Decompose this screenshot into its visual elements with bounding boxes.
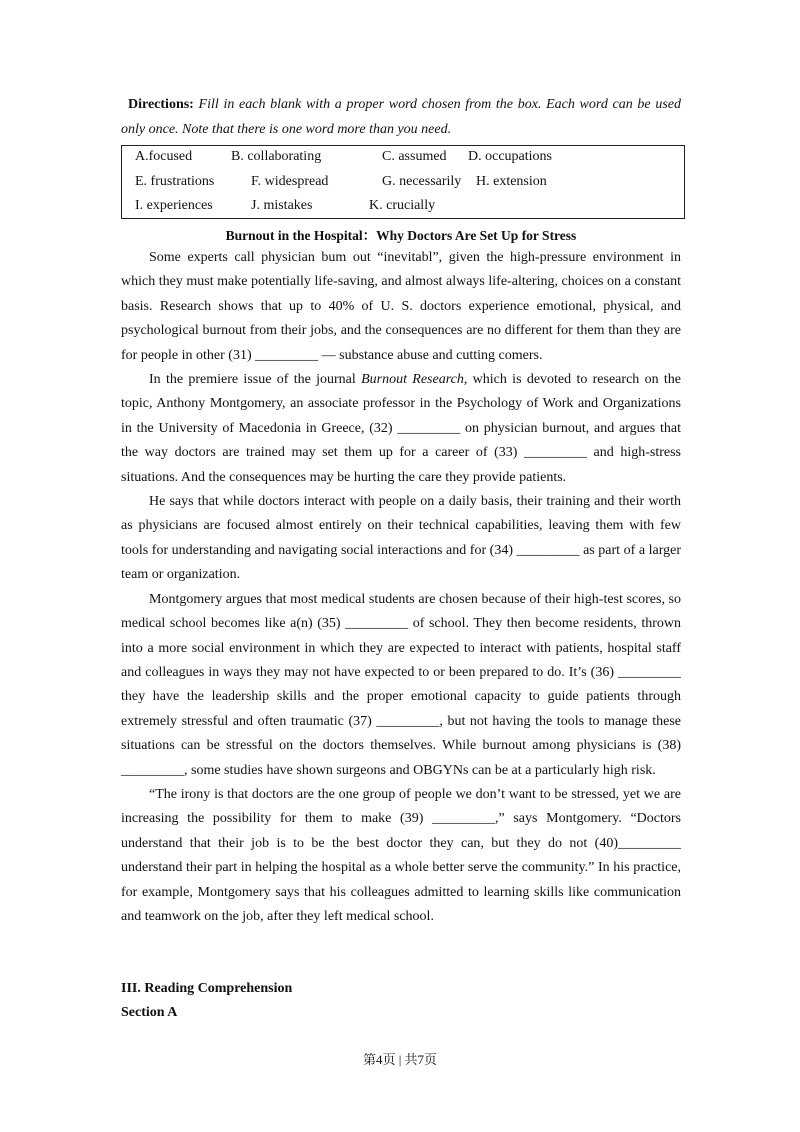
page-footer: 第4页 | 共7页 [362,1052,438,1067]
paragraph-3: He says that while doctors interact with people on a daily basis, their training and their worth as physicians are focused almost entirely on their technical capabilities, leaving them with few tools for understanding and navigating social interactions and for (34) _________ as part of a larger team or organization. [121,494,681,583]
word-option-c: C. assumed [382,149,447,164]
word-option-k: K. crucially [369,198,436,213]
word-option-d: D. occupations [468,149,552,164]
word-option-e: E. frustrations [135,174,215,189]
word-option-b: B. collaborating [231,149,322,164]
directions-label: Directions: [128,97,194,112]
word-option-i: I. experiences [135,198,213,213]
passage-title: Burnout in the Hospital：Why Doctors Are Set Up for Stress [225,228,577,243]
paragraph-5: “The irony is that doctors are the one group of people we don’t want to be stressed, yet we are increasing the possibility for them to make (39) _________,” says Montgomery. “Doctors understand that their job is to be the best doctor they can, but they do not (40)_________ understand their part in helping the hospital as a whole better serve the community.” In his practice, for example, Montgomery says that his colleagues admitted to learning skills like communication and teamwork on the job, after they left medical school. [121,786,681,924]
paragraph-1: Some experts call physician bum out “inevitabl”, given the high-pressure environment in which they must make potentially life-saving, and almost always life-altering, choices on a constant basis. Research shows that up to 40% of U. S. doctors experience emotional, physical, and psychological burnout from their jobs, and the consequences are no different for them than they are for people in other (31) _________ — substance abuse and cutting comers. [121,250,681,363]
directions-text: Fill in each blank with a proper word chosen from the box. Each word can be used only once. Note that there is one word more than you need. [121,97,681,137]
word-box [121,145,685,219]
paragraph-4: Montgomery argues that most medical students are chosen because of their high-test scores, so medical school becomes like a(n) (35) _________ of school. They then become residents, thrown into a more social environment in which they are expected to interact with patients, hospital staff and colleagues in ways they may not have expected to or been prepared to do. It’s (36) _________ they have the leadership skills and the proper emotional capacity to guide patients through extremely stressful and often traumatic (37) _________, but not having the tools to manage these situations can be stressful on the doctors themselves. While burnout among physicians is (38) _________, some studies have shown surgeons and OBGYNs can be at a particularly high risk. [121,591,681,778]
word-option-f: F. widespread [251,174,329,189]
paragraph-2-rest: , which is devoted to research on the topic, Anthony Montgomery, an associate professor in the Psychology of Work and Organizations in the University of Macedonia in Greece, (32) _________ on physician burnout, and argues that the way doctors are trained may set them up for a career of (33) _________ and high-stress situations. And the consequences may be hurting the care they provide patients. [121,372,681,485]
word-option-j: J. mistakes [251,198,313,213]
directions [121,92,681,142]
passage-body [121,246,681,929]
paragraph-2 [121,368,681,490]
section-subheading: Section A [121,1005,178,1020]
paragraph-2-start: In the premiere issue of the journal [149,372,362,388]
word-option-a: A.focused [135,149,193,164]
word-option-g: G. necessarily [382,174,462,189]
section-heading: III. Reading Comprehension [121,981,293,996]
journal-title: Burnout Research [361,372,464,388]
word-option-h: H. extension [476,174,547,189]
